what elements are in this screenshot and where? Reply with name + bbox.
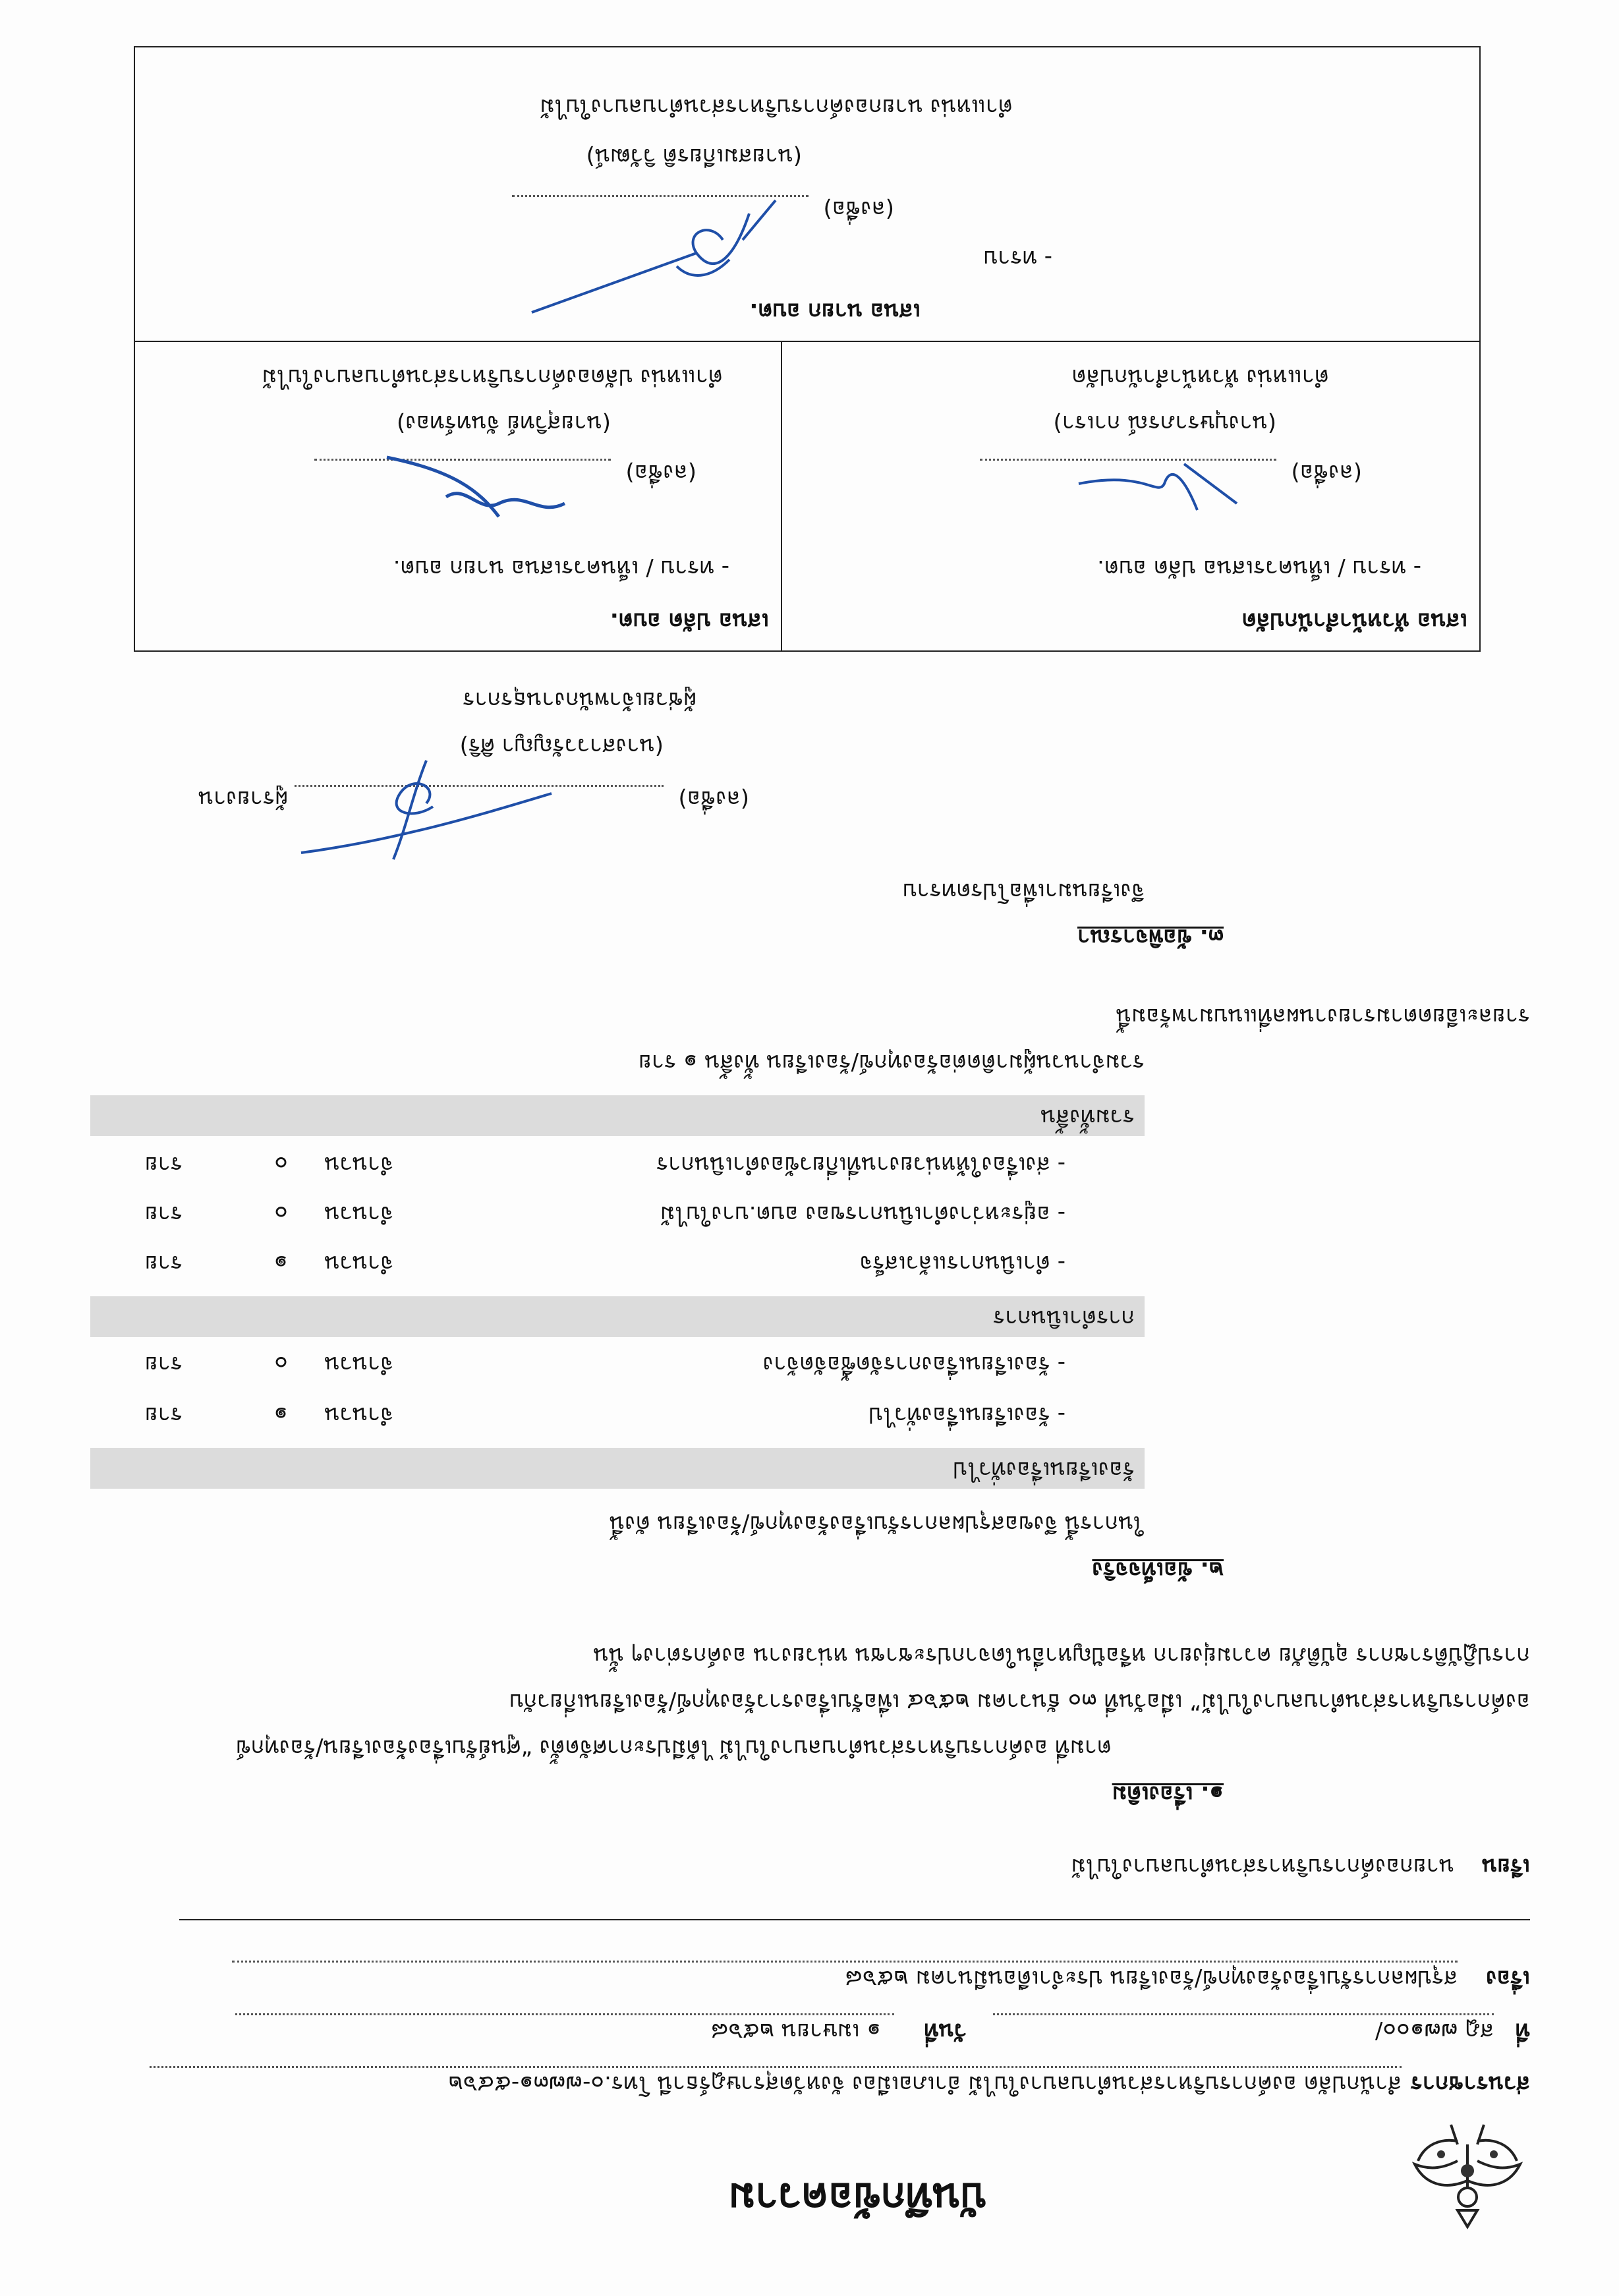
group2-row2-suffix: ราย — [144, 1201, 183, 1227]
approval-divider-horizontal — [134, 341, 1481, 342]
bottom-position: ตำแหน่ง นายกองค์การบริหารส่วนตำบลบางใบไม้ — [540, 94, 1013, 120]
to-value: นายกองค์การบริหารส่วนตำบลบางใบไม้ — [1071, 1853, 1454, 1880]
memo-title: บันทึกข้อความ — [728, 2174, 986, 2222]
group2-row3-label: - ส่งเรื่องให้หน่วยงานที่เกี่ยวข้องดำเนินการ — [656, 1151, 1065, 1178]
right-sign-label: (ลงชื่อ) — [625, 459, 696, 486]
total-line: รวมจำนวนผู้มาติดต่อร้องทุกข์/ร้องเรียน ทั้งสิ้น ๑ ราย — [638, 1049, 1145, 1076]
group1-row1-label: - ร้องเรียนเรื่องทั่วไป — [868, 1402, 1065, 1428]
garuda-emblem-icon — [1405, 2115, 1530, 2237]
approval-divider-vertical — [781, 342, 782, 652]
header-divider — [179, 1919, 1530, 1920]
section3-line: จึงเรียนมาเพื่อโปรดทราบ — [902, 878, 1145, 904]
group2-row2-count: ๐ — [274, 1201, 288, 1227]
section1-line-3: การปฏิบัติราชการ อุบัติภัย ความยุ่งยาก หรือปัญหาอื่นใดจากประชาชน หน่วยงาน องค์กรต่างๆ นั้น — [593, 1642, 1530, 1669]
left-sign-label: (ลงชื่อ) — [1291, 459, 1362, 486]
group1-row2-count: ๐ — [274, 1351, 288, 1377]
right-signature-icon — [380, 451, 578, 530]
to-label: เรียน — [1481, 1853, 1530, 1880]
total-header-bar — [90, 1095, 1145, 1136]
group2-row2-label: - อยู่ระหว่างดำเนินการของ อบต.บางใบไม้ — [660, 1201, 1065, 1227]
reporter-position: ผู้ช่วยเจ้าพนักงานธุรการ — [463, 687, 696, 713]
left-note: - ทราบ / เห็นควรเสนอ ปลัด อบต. — [1097, 555, 1421, 581]
reporter-signature-icon — [288, 754, 565, 866]
left-position: ตำแหน่ง หัวหน้าสำนักปลัด — [1071, 364, 1329, 390]
bottom-note: - ทราบ — [983, 245, 1052, 272]
section1-heading: ๑. เรื่องเดิม — [1112, 1781, 1224, 1807]
reporter-name: (นางสาววรัญญา ศิริ) — [459, 733, 664, 759]
section2-intro: ในการนี้ จึงขอสรุปผลการรับเรื่องร้องทุกข์/ร้องเรียน ดังนี้ — [609, 1510, 1145, 1537]
group2-row1-unit: จำนวน — [324, 1250, 393, 1277]
left-name: (นางบุษราภรณ์ กาเรา) — [1053, 410, 1276, 436]
right-note: - ทราบ / เห็นควรเสนอ นายก อบต. — [393, 555, 729, 581]
doc-no-label: ที่ — [1515, 2018, 1530, 2044]
right-name: (นายสุวิทย์ จันทร์ทอง) — [396, 410, 611, 436]
group1-row2-unit: จำนวน — [324, 1351, 393, 1377]
section1-line-2: องค์การบริหารส่วนตำบลบางใบไม้” เมื่อวันที่ ๓๐ ธันวาคม ๒๕๖๔ เพื่อรับเรื่องราวร้องทุกข์/ร้องเรียนเกี่ยวกับ — [509, 1688, 1530, 1715]
right-heading: เสนอ ปลัด อบต. — [610, 608, 769, 634]
group2-row1-suffix: ราย — [144, 1250, 183, 1277]
section2-heading: ๒. ข้อเท็จจริง — [1092, 1557, 1224, 1583]
group1-row1-count: ๑ — [273, 1402, 288, 1428]
group2-row2-unit: จำนวน — [324, 1201, 393, 1227]
group2-row3-suffix: ราย — [144, 1151, 183, 1178]
bottom-signature-icon — [525, 154, 789, 319]
group1-row2-label: - ร้องเรียนเรื่องการจัดซื้อจัดจ้าง — [762, 1351, 1065, 1377]
section2-closing: รายละเอียดตามรายงานผลที่แนบมาพร้อมนี้ — [1116, 1003, 1530, 1029]
subject-label: เรื่อง — [1486, 1965, 1530, 1992]
left-signature-icon — [1072, 451, 1243, 523]
group2-title: การดำเนินการ — [992, 1305, 1135, 1331]
subject-value: สรุปผลการรับเรื่องร้องทุกข์/ร้องเรียน ประจำเดือนมีนาคม ๒๕๖๘ — [845, 1965, 1458, 1992]
section1-line-1: ตามที่ องค์การบริหารส่วนตำบลบางใบไม้ ได้มีประกาศจัดตั้ง “ศูนย์รับเรื่องร้องเรียน/ร้องทุกข์ — [235, 1735, 1112, 1761]
right-position: ตำแหน่ง ปลัดองค์การบริหารส่วนตำบลบางใบไม้ — [262, 364, 723, 390]
section3-heading: ๓. ข้อพิจารณา — [1077, 924, 1224, 950]
group2-row3-count: ๐ — [274, 1151, 288, 1178]
date-dotline — [235, 2013, 894, 2015]
bottom-sign-label: (ลงชื่อ) — [823, 196, 894, 222]
subject-dotline — [232, 1961, 1458, 1963]
reporter-role: ผู้รายงาน — [198, 786, 288, 812]
doc-no-value: สฎ ๗๗๑๐๐/ — [1375, 2018, 1494, 2044]
reporter-sign-label: (ลงชื่อ) — [678, 786, 749, 812]
doc-no-dotline — [993, 2013, 1494, 2015]
group2-row1-label: - ดำเนินการแล้วเสร็จ — [859, 1250, 1065, 1277]
group1-row2-suffix: ราย — [144, 1351, 183, 1377]
bottom-heading: เสนอ นายก อบต. — [749, 298, 921, 324]
date-label: วันที่ — [924, 2018, 967, 2044]
agency-label: ส่วนราชการ — [1410, 2071, 1530, 2097]
left-heading: เสนอ หัวหน้าสำนักปลัด — [1241, 608, 1467, 634]
group2-row1-count: ๑ — [273, 1250, 288, 1277]
group2-header-bar — [90, 1296, 1145, 1337]
group2-row3-unit: จำนวน — [324, 1151, 393, 1178]
agency-dotline — [150, 2066, 1402, 2068]
agency-value: สำนักปลัด องค์การบริหารส่วนตำบลบางใบไม้ อำเภอเมือง จังหวัดสุราษฎร์ธานี โทร.๐-๗๗๓๑-๕๔๖๒ — [448, 2071, 1402, 2097]
date-value: ๑ เมษายน ๒๕๖๘ — [711, 2018, 881, 2044]
bottom-name: (นายสมเกียรติ วิวัฒน์) — [586, 143, 802, 169]
group1-row1-suffix: ราย — [144, 1402, 183, 1428]
total-title: รวมทั้งสิ้น — [1040, 1104, 1135, 1130]
group1-title: ร้องเรียนเรื่องทั่วไป — [953, 1456, 1135, 1483]
group1-row1-unit: จำนวน — [324, 1402, 393, 1428]
